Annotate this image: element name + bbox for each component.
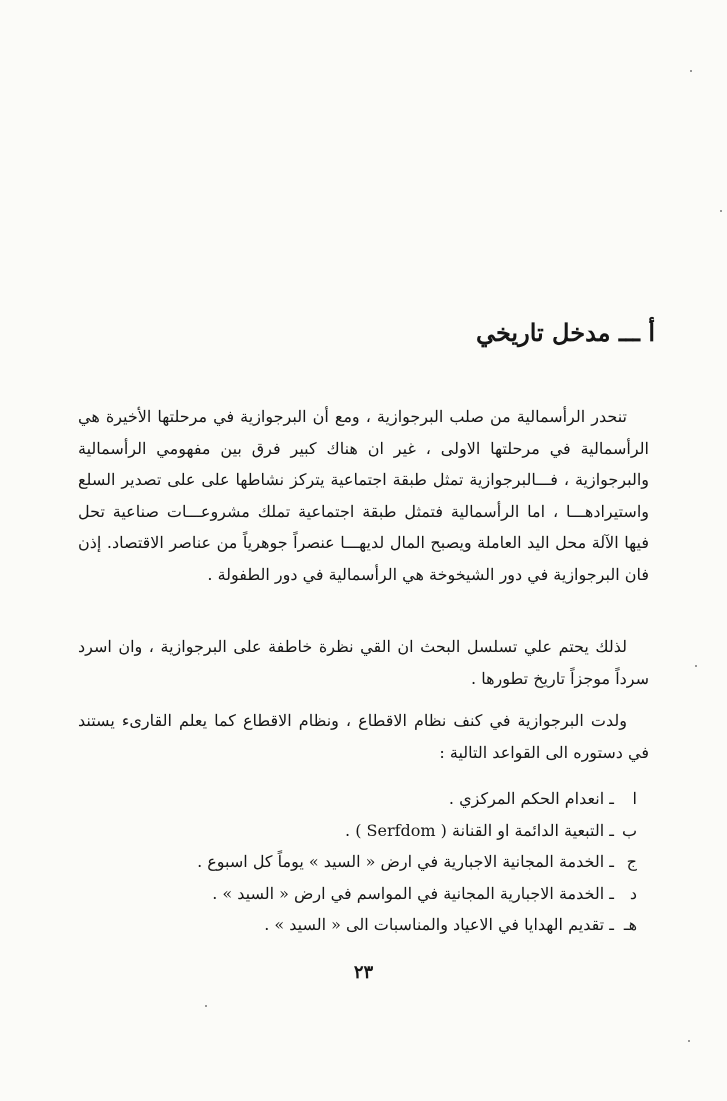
list-item xyxy=(78,815,637,847)
list-item xyxy=(78,909,637,941)
scan-speck xyxy=(690,70,692,72)
list-item-text: ـ انعدام الحكم المركزي . xyxy=(448,789,614,808)
list-marker: د xyxy=(629,883,637,903)
list-marker: ا xyxy=(632,789,637,808)
scan-speck xyxy=(688,1040,690,1042)
paragraph-2: لذلك يحتم علي تسلسل البحث ان القي نظرة خاطفة على البرجوازية ، وان اسرد سرداً موجزاً تاريخ تطورها . xyxy=(78,637,649,688)
paragraph-1: تنحدر الرأسمالية من صلب البرجوازية ، ومع أن البرجوازية في مرحلتها الأخيرة هي الرأسمالية في مرحلتها الاولى ، غير ان هناك كبير فرق بين مفهومي الرأسمالية والبرجوازية ، فـــالبرجوازية تمثل طبقة اجتماعية يتركز نشاطها على على تصدير السلع واستيرادهـــا ، اما الرأسمالية فتمثل طبقة اجتماعية تملك مشروعـــات صناعية تحل فيها الآلة محل اليد العاملة ويصبح المال لديهـــا عنصراً جوهرياً من عناصر الاقتصاد. إذن فان البرجوازية في دور الشيخوخة هي الرأسمالية في دور الطفولة . xyxy=(78,407,649,584)
scan-speck xyxy=(720,210,722,212)
list-marker: هـ xyxy=(623,915,637,934)
scan-speck xyxy=(205,1005,207,1007)
list-item-text: ـ التبعية الدائمة او القنانة ( Serfdom ) . xyxy=(345,820,614,840)
list-item xyxy=(78,783,637,815)
list-marker: ج xyxy=(626,852,637,871)
list-item xyxy=(78,846,637,878)
section-heading: أ ـــ مدخل تاريخي xyxy=(475,318,655,347)
list-item xyxy=(78,878,637,910)
list-item-text: ـ الخدمة المجانية الاجبارية في ارض « السيد » يوماً كل اسبوع . xyxy=(197,852,614,871)
list-marker: ب xyxy=(621,820,637,840)
scan-speck xyxy=(695,665,697,667)
page-number: ٢٣ xyxy=(353,962,374,983)
paragraph-3: ولدت البرجوازية في كنف نظام الاقطاع ، ونظام الاقطاع كما يعلم القارىء يستند في دستوره الى القواعد التالية : xyxy=(78,711,649,762)
list-item-text: ـ تقديم الهدايا في الاعياد والمناسبات الى « السيد » . xyxy=(264,915,614,934)
feudal-rules-list xyxy=(78,783,637,941)
list-item-text: ـ الخدمة الاجبارية المجانية في المواسم في ارض « السيد » . xyxy=(212,883,614,903)
